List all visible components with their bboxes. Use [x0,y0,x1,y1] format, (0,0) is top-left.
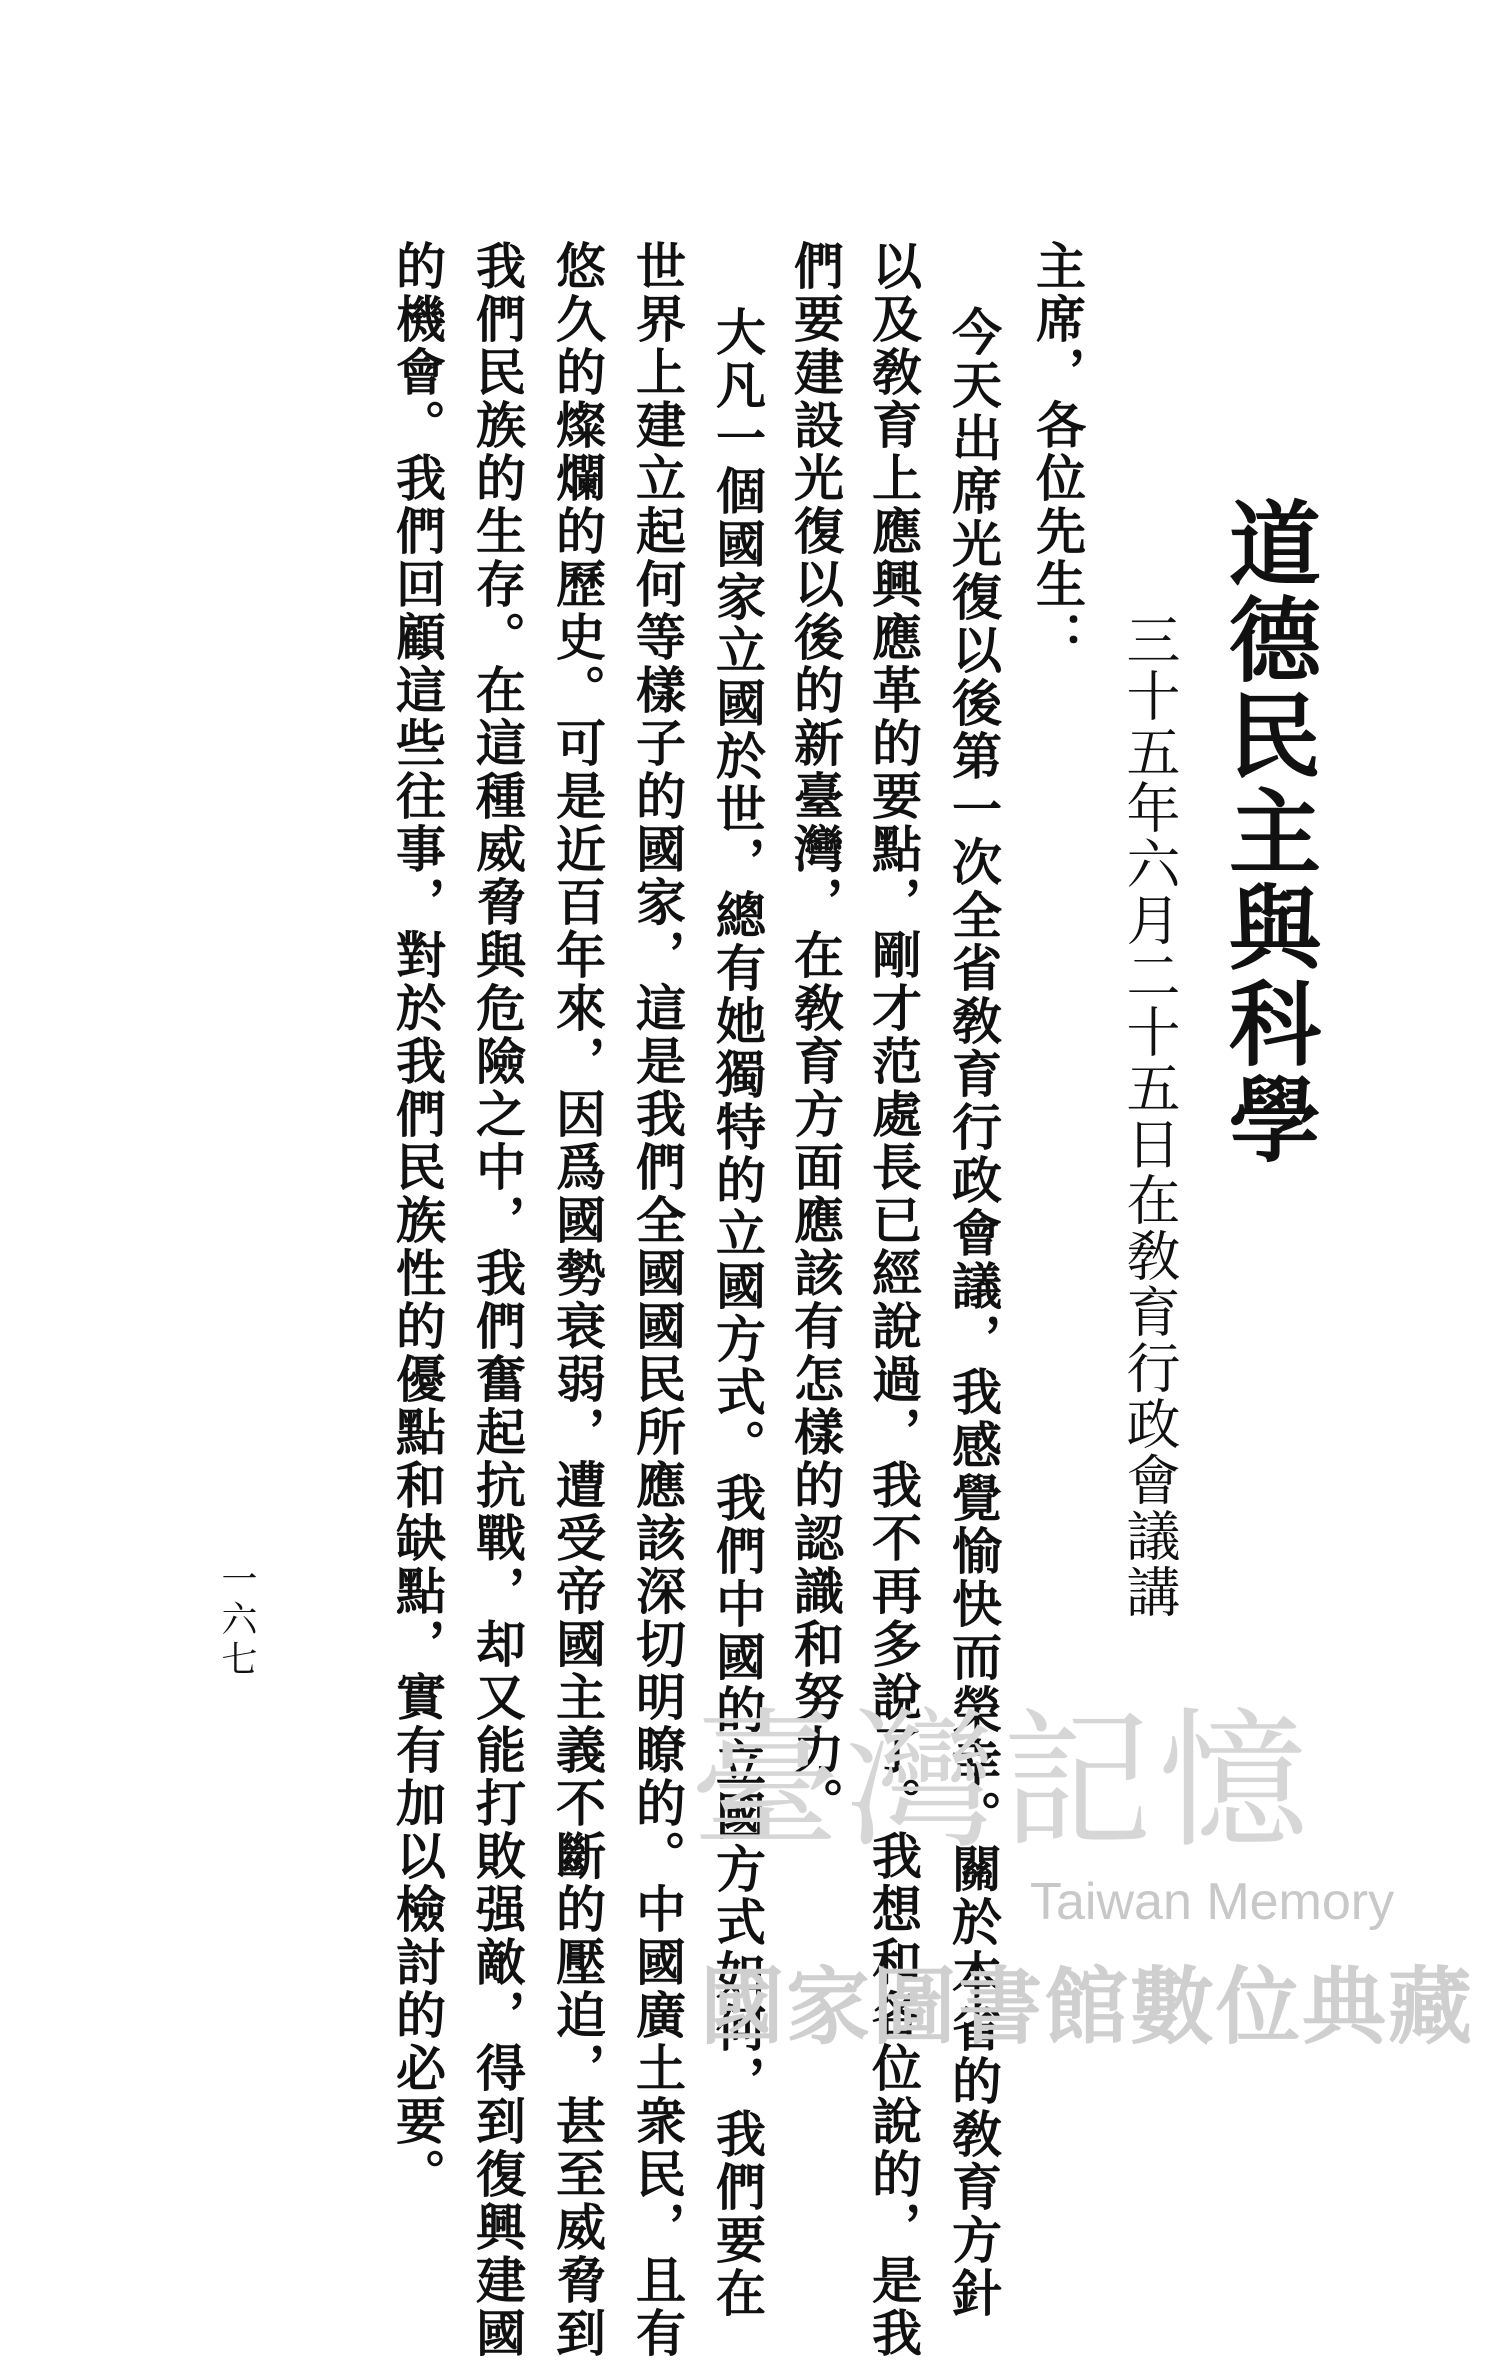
body-line: 以及敎育上應興應革的要點，剛才范處長已經說過，我不再多說了。我想和各位說的，是我 [864,240,923,2360]
body-line: 們要建設光復以後的新臺灣，在敎育方面應該有怎樣的認識和努力。 [786,240,845,1830]
body-line: 我們民族的生存。在這種威脅與危險之中，我們奮起抗戰，却又能打敗强敵，得到復興建國 [468,240,527,2360]
watermark-logo: 臺灣記憶 [690,1695,1315,1869]
body-line: 今天出席光復以後第一次全省敎育行政會議，我感覺愉快而榮幸。關於本省的敎育方針 [944,306,1003,2320]
speech-date-subtitle: 三十五年六月二十五日在敎育行政會議講 [1118,612,1181,1620]
body-line: 悠久的燦爛的歷史。可是近百年來，因爲國勢衰弱，遭受帝國主義不斷的壓迫，甚至威脅到 [548,240,607,2360]
page-number: 一六七 [216,1560,257,1680]
watermark-library: 國家圖書館數位典藏 [700,1960,1475,2054]
body-line: 的機會。我們回顧這些往事，對於我們民族性的優點和缺點，實有加以檢討的必要。 [388,240,447,2201]
watermark-english: Taiwan Memory [1030,1873,1395,1931]
page-title: 道德民主與科學 [1214,496,1322,1168]
body-line: 大凡一個國家立國於世，總有她獨特的立國方式。我們中國的立國方式如何，我們要在 [708,306,767,2320]
body-line-salutation: 主席，各位先生： [1028,240,1087,664]
body-line: 世界上建立起何等樣子的國家，這是我們全國國民所應該深切明瞭的。中國廣土衆民，且有 [628,240,687,2360]
